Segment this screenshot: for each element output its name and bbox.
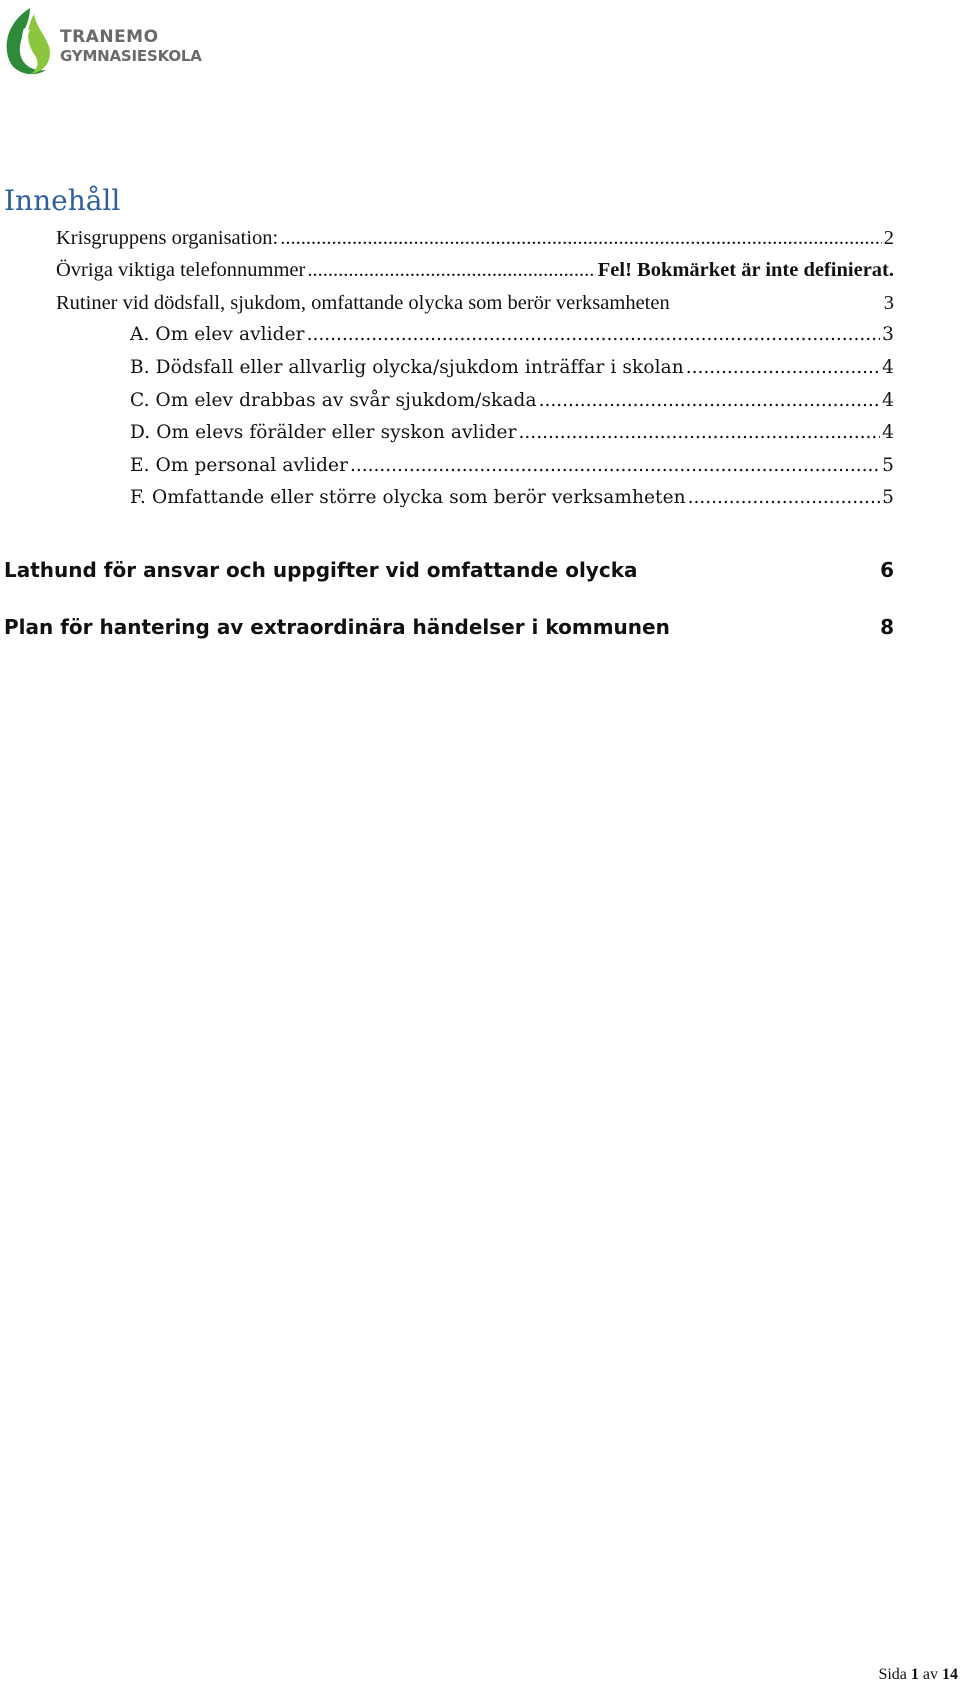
toc-entry-text: A. Om elev avlider bbox=[130, 324, 305, 345]
toc-entry-text: Krisgruppens organisation: bbox=[56, 227, 279, 249]
toc-entry-page: 8 bbox=[880, 615, 894, 639]
toc-entry-page: 2 bbox=[883, 227, 894, 249]
toc-entry-page: 3 bbox=[882, 324, 894, 345]
toc-leader-dots bbox=[519, 419, 881, 447]
school-logo bbox=[0, 4, 210, 80]
logo-line-1: TRANEMO bbox=[60, 27, 159, 47]
footer-total-pages: 14 bbox=[942, 1666, 958, 1683]
toc-entry-page: 4 bbox=[882, 390, 894, 411]
toc-subentry[interactable] bbox=[130, 484, 894, 512]
toc-entry-page: 4 bbox=[882, 357, 894, 378]
toc-entry-text: Lathund för ansvar och uppgifter vid omfattande olycka bbox=[4, 558, 638, 582]
logo-wordmark bbox=[60, 27, 202, 65]
toc-leader-dots bbox=[350, 452, 880, 480]
footer-current-page: 1 bbox=[910, 1666, 919, 1683]
toc-major-entry[interactable] bbox=[4, 613, 894, 641]
toc-entry-text: Övriga viktiga telefonnummer bbox=[56, 259, 306, 281]
toc-leader-dots bbox=[280, 224, 882, 252]
toc-subentry[interactable] bbox=[130, 354, 894, 382]
toc-subentry[interactable] bbox=[130, 321, 894, 349]
toc-entry-text: Rutiner vid dödsfall, sjukdom, omfattande olycka som berör verksamheten bbox=[56, 292, 670, 314]
toc-subentry[interactable] bbox=[130, 419, 894, 447]
toc-entry[interactable] bbox=[56, 224, 894, 252]
toc-entry-page: 4 bbox=[882, 422, 894, 443]
toc-leader-dots bbox=[539, 387, 881, 415]
toc-major-entry[interactable] bbox=[4, 556, 894, 584]
toc-entry-page: 5 bbox=[882, 455, 894, 476]
toc-entry[interactable] bbox=[56, 256, 894, 284]
toc-entry-text: C. Om elev drabbas av svår sjukdom/skada bbox=[130, 390, 537, 411]
toc-leader-dots bbox=[686, 354, 880, 382]
toc-entry-text: Plan för hantering av extraordinära händelser i kommunen bbox=[4, 615, 670, 639]
toc-leader-dots bbox=[307, 321, 881, 349]
toc-entry-page: 3 bbox=[883, 292, 894, 314]
toc-leader-dots bbox=[688, 484, 880, 512]
toc-subentry[interactable] bbox=[130, 452, 894, 480]
toc-heading: Innehåll bbox=[4, 184, 121, 217]
toc-entry[interactable] bbox=[56, 289, 894, 317]
toc-entry-page-error: Fel! Bokmärket är inte definierat. bbox=[597, 259, 894, 281]
footer-prefix: Sida bbox=[878, 1666, 911, 1683]
toc-subentry[interactable] bbox=[130, 387, 894, 415]
flame-emblem-icon bbox=[0, 4, 58, 78]
toc-entry-text: B. Dödsfall eller allvarlig olycka/sjukdom inträffar i skolan bbox=[130, 357, 684, 378]
toc-entry-page: 6 bbox=[880, 558, 894, 582]
toc-entry-page: 5 bbox=[882, 487, 894, 508]
logo-line-2: GYMNASIESKOLA bbox=[60, 47, 202, 65]
toc-entry-text: D. Om elevs förälder eller syskon avlider bbox=[130, 422, 517, 443]
toc-entry-text: F. Omfattande eller större olycka som berör verksamheten bbox=[130, 487, 686, 508]
page-footer bbox=[878, 1666, 958, 1684]
footer-middle: av bbox=[918, 1666, 942, 1683]
toc-entry-text: E. Om personal avlider bbox=[130, 455, 349, 476]
toc-leader-dots bbox=[307, 256, 595, 284]
